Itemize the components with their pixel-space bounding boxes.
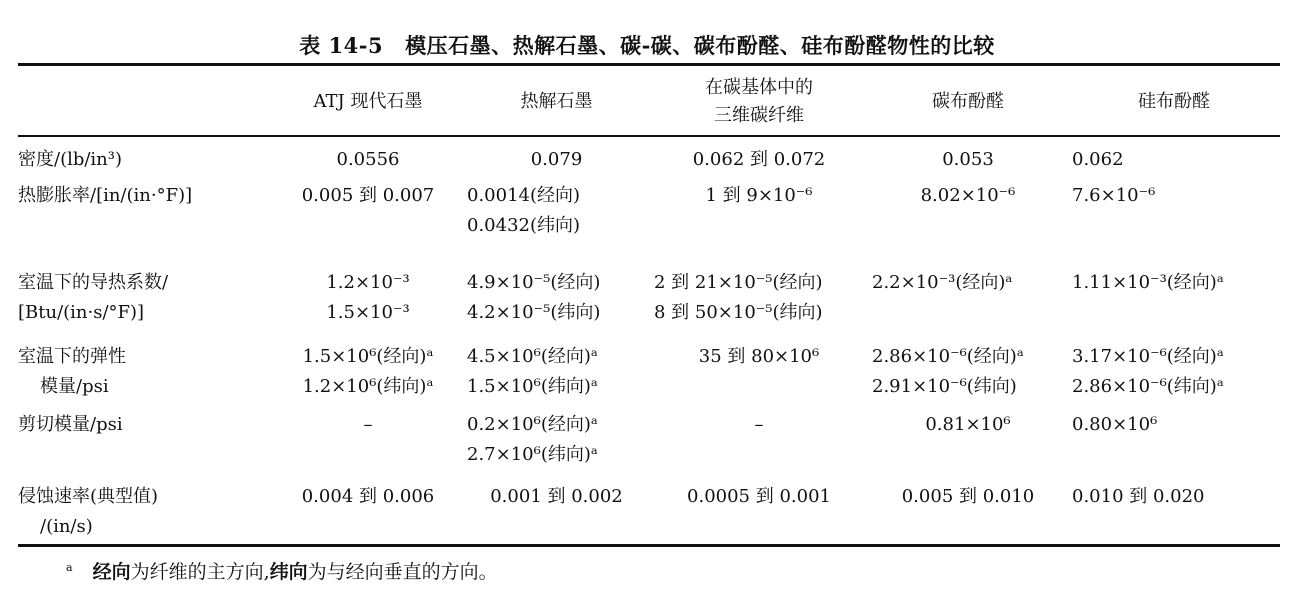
table-caption	[0, 30, 1294, 60]
header-carbon-carbon	[650, 68, 868, 135]
row-label-line: [Btu/(in·s/°F)]	[18, 302, 145, 323]
row-label-thermal-conductivity	[18, 268, 273, 342]
cell-value: 0.053	[942, 149, 994, 170]
header-carbon-carbon-line2: 三维碳纤维	[714, 104, 804, 126]
row-label-line: /(in/s)	[40, 516, 93, 537]
table-row	[18, 342, 1280, 410]
cell-value: 0.001 到 0.002	[490, 486, 623, 507]
row-label-line: 室温下的弹性	[18, 346, 126, 367]
cell-line: 4.2×10⁻⁵(纬向)	[467, 302, 601, 323]
table-footnote	[66, 557, 498, 584]
cell-value: 0.005 到 0.010	[901, 486, 1035, 507]
cell-line: 1.5×10⁻³	[326, 302, 410, 323]
cell-value: 0.010 到 0.020	[1072, 486, 1205, 507]
cell-line: 3.17×10⁻⁶(经向)ᵃ	[1072, 346, 1224, 367]
table-row	[18, 410, 1280, 482]
cell-value	[463, 342, 650, 410]
cell-value: 0.062	[1072, 149, 1124, 170]
cell-line: 2.91×10⁻⁶(纬向)	[872, 376, 1017, 397]
table-title: 模压石墨、热解石墨、碳-碳、碳布酚醛、硅布酚醛物性的比较	[405, 33, 995, 58]
header-carbon-carbon-line1: 在碳基体中的	[705, 76, 813, 98]
cell-value: 2.2×10⁻³(经向)ᵃ	[872, 272, 1013, 293]
cell-line: 2.7×10⁶(纬向)ᵃ	[467, 444, 598, 465]
bottom-rule	[18, 544, 1280, 547]
cell-value: 0.004 到 0.006	[301, 486, 435, 507]
cell-line: 1.2×10⁻³	[326, 272, 410, 293]
row-label-line: 侵蚀速率(典型值)	[18, 486, 159, 507]
cell-value	[463, 410, 650, 482]
cell-line: 1.5×10⁶(纬向)ᵃ	[467, 376, 598, 397]
cell-line: 4.9×10⁻⁵(经向)	[467, 272, 601, 293]
footnote-marker: a	[66, 560, 73, 574]
cell-value	[463, 268, 650, 342]
cell-value: 0.80×10⁶	[1072, 414, 1158, 435]
cell-value: 7.6×10⁻⁶	[1072, 185, 1156, 206]
row-label-thermal-expansion: 热膨胀率/[in/(in·°F)]	[18, 185, 193, 206]
header-silica-phenolic: 硅布酚醛	[1138, 90, 1210, 112]
row-label-erosion-rate	[18, 482, 273, 542]
top-rule	[18, 63, 1280, 66]
row-label-shear-modulus: 剪切模量/psi	[18, 414, 123, 435]
cell-value: 0.062 到 0.072	[692, 149, 826, 170]
cell-value: 0.005 到 0.007	[301, 185, 435, 206]
row-label-elastic-modulus	[18, 342, 273, 410]
cell-line: 0.0432(纬向)	[467, 215, 581, 236]
cell-line: 8 到 50×10⁻⁵(纬向)	[654, 302, 823, 323]
table-row	[18, 135, 1280, 179]
header-row	[18, 68, 1280, 135]
cell-value	[273, 268, 463, 342]
cell-value: 1.11×10⁻³(经向)ᵃ	[1072, 272, 1224, 293]
row-label-density: 密度/(lb/in³)	[18, 149, 123, 170]
cell-value: 1 到 9×10⁻⁶	[705, 185, 813, 206]
footnote-text: 为纤维的主方向,	[130, 561, 270, 583]
cell-line: 1.5×10⁶(经向)ᵃ	[302, 346, 434, 367]
table-number: 表 14-5	[299, 33, 384, 58]
cell-value	[650, 268, 868, 342]
header-pyrolytic-graphite: 热解石墨	[520, 90, 593, 112]
cell-value: 35 到 80×10⁶	[698, 346, 820, 367]
cell-value	[868, 342, 1068, 410]
footnote-term-warp: 经向	[92, 561, 131, 583]
row-label-line: 模量/psi	[40, 376, 109, 397]
footnote-text: 为与经向垂直的方向。	[307, 561, 498, 583]
cell-value: 8.02×10⁻⁶	[920, 185, 1016, 206]
cell-value: –	[363, 414, 373, 435]
cell-line: 2.86×10⁻⁶(纬向)ᵃ	[1072, 376, 1224, 397]
cell-value: 0.079	[530, 149, 583, 170]
cell-line: 0.0014(经向)	[467, 185, 581, 206]
cell-line: 4.5×10⁶(经向)ᵃ	[467, 346, 598, 367]
properties-table	[18, 68, 1280, 542]
cell-value: 0.81×10⁶	[925, 414, 1011, 435]
row-label-line: 室温下的导热系数/	[18, 272, 169, 293]
cell-value: –	[754, 414, 764, 435]
cell-line: 2 到 21×10⁻⁵(经向)	[654, 272, 823, 293]
cell-value	[273, 342, 463, 410]
header-carbon-phenolic: 碳布酚醛	[932, 90, 1004, 112]
table-row	[18, 179, 1280, 268]
cell-value: 0.0556	[336, 149, 400, 170]
cell-value	[1068, 342, 1280, 410]
table-row	[18, 482, 1280, 542]
cell-line: 1.2×10⁶(纬向)ᵃ	[302, 376, 434, 397]
header-atj-graphite: ATJ 现代石墨	[313, 90, 423, 112]
header-blank	[18, 68, 273, 135]
cell-value: 0.0005 到 0.001	[687, 486, 831, 507]
cell-value	[463, 179, 650, 268]
cell-line: 2.86×10⁻⁶(经向)ᵃ	[872, 346, 1024, 367]
cell-line: 0.2×10⁶(经向)ᵃ	[467, 414, 598, 435]
table-row	[18, 268, 1280, 342]
footnote-term-weft: 纬向	[269, 561, 308, 583]
